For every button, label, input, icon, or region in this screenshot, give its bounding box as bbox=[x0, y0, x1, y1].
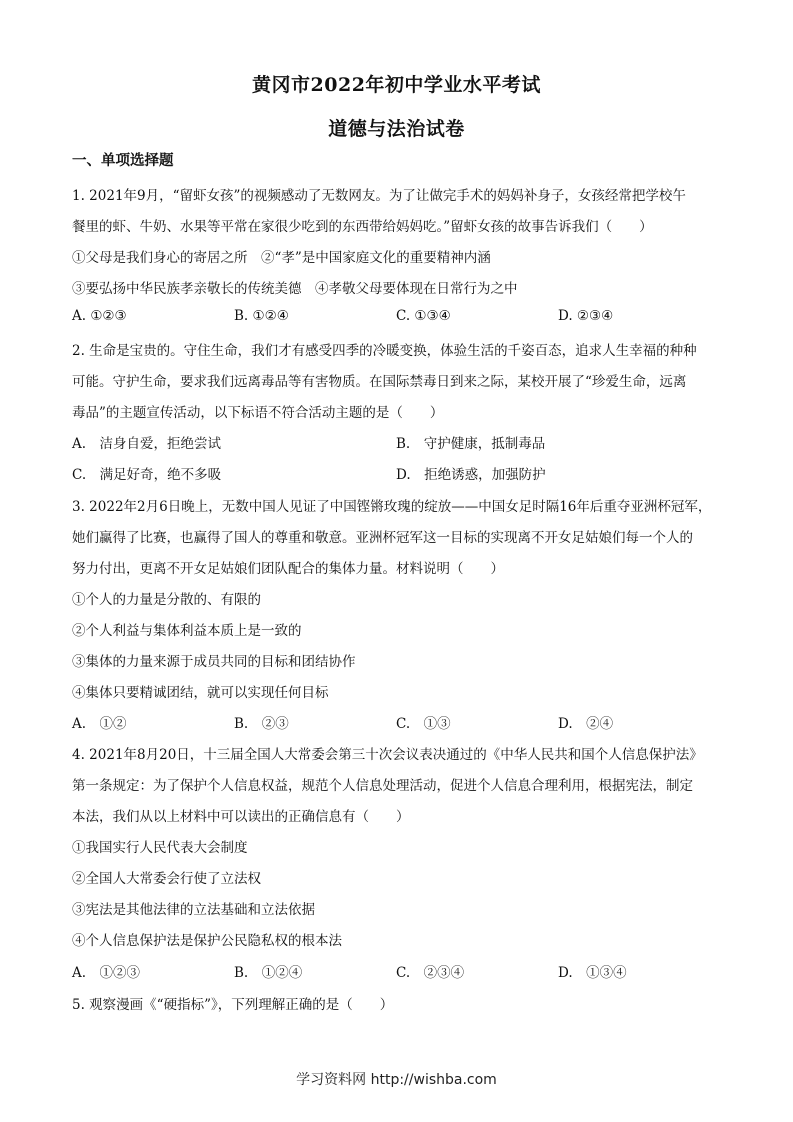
question-3-option-d: D. ②④ bbox=[558, 716, 614, 732]
question-1-line-2: 餐里的虾、牛奶、水果等平常在家很少吃到的东西带给妈妈吃。”留虾女孩的故事告诉我们（ ） bbox=[72, 219, 653, 235]
question-2-line-2: 可能。守护生命，要求我们远离毒品等有害物质。在国际禁毒日到来之际，某校开展了“珍爱生命，远离 bbox=[72, 374, 687, 390]
question-2-line-1: 2. 生命是宝贵的。守住生命，我们才有感受四季的冷暖变换，体验生活的千姿百态，追求人生幸福的种种 bbox=[72, 343, 697, 359]
question-2-option-b: B. 守护健康，抵制毒品 bbox=[396, 436, 546, 452]
question-4-statement-1: ①我国实行人民代表大会制度 bbox=[72, 840, 248, 856]
question-3-statement-4: ④集体只要精诚团结，就可以实现任何目标 bbox=[72, 685, 329, 701]
question-1-option-a: A. ①②③ bbox=[72, 308, 127, 324]
question-2-option-d: D. 拒绝诱惑，加强防护 bbox=[396, 467, 546, 483]
question-3-statement-2: ②个人利益与集体利益本质上是一致的 bbox=[72, 623, 302, 639]
question-4-line-2: 第一条规定：为了保护个人信息权益，规范个人信息处理活动，促进个人信息合理利用，根据宪法，制定 bbox=[72, 778, 693, 794]
section-heading: 一、单项选择题 bbox=[72, 152, 174, 169]
question-4-option-b: B. ①②④ bbox=[234, 965, 303, 981]
question-1-statement-1: ①父母是我们身心的寄居之所 ②“孝”是中国家庭文化的重要精神内涵 bbox=[72, 250, 491, 266]
question-2-line-3: 毒品”的主题宣传活动，以下标语不符合活动主题的是（ ） bbox=[72, 405, 444, 421]
question-4-option-d: D. ①③④ bbox=[558, 965, 627, 981]
question-1-option-c: C. ①③④ bbox=[396, 308, 451, 324]
footer-watermark: 学习资料网 http://wishba.com bbox=[296, 1072, 497, 1088]
question-1-option-b: B. ①②④ bbox=[234, 308, 289, 324]
question-5-line-1: 5. 观察漫画《“硬指标”》，下列理解正确的是（ ） bbox=[72, 997, 394, 1013]
question-1-option-d: D. ②③④ bbox=[558, 308, 614, 324]
question-3-option-c: C. ①③ bbox=[396, 716, 451, 732]
question-3-line-2: 她们赢得了比赛，也赢得了国人的尊重和敬意。亚洲杯冠军这一目标的实现离不开女足姑娘们每一个人的 bbox=[72, 530, 693, 546]
question-1-statement-2: ③要弘扬中华民族孝亲敬长的传统美德 ④孝敬父母要体现在日常行为之中 bbox=[72, 281, 518, 297]
question-3-option-b: B. ②③ bbox=[234, 716, 289, 732]
question-4-line-3: 本法，我们从以上材料中可以读出的正确信息有（ ） bbox=[72, 809, 410, 825]
question-2-option-a: A. 洁身自爱，拒绝尝试 bbox=[72, 436, 222, 452]
question-1-line-1: 1. 2021年9月，“留虾女孩”的视频感动了无数网友。为了让做完手术的妈妈补身子，女孩经常把学校午 bbox=[72, 188, 686, 204]
question-2-option-c: C. 满足好奇，绝不多吸 bbox=[72, 467, 222, 483]
question-3-statement-3: ③集体的力量来源于成员共同的目标和团结协作 bbox=[72, 654, 356, 670]
question-3-statement-1: ①个人的力量是分散的、有限的 bbox=[72, 592, 261, 608]
question-3-line-1: 3. 2022年2月6日晚上，无数中国人见证了中国铿锵玫瑰的绽放——中国女足时隔16年后重夺亚洲杯冠军， bbox=[72, 499, 712, 515]
question-3-line-3: 努力付出，更离不开女足姑娘们团队配合的集体力量。材料说明（ ） bbox=[72, 561, 504, 577]
question-4-option-a: A. ①②③ bbox=[72, 965, 141, 981]
question-4-statement-3: ③宪法是其他法律的立法基础和立法依据 bbox=[72, 902, 315, 918]
exam-subtitle: 道德与法治试卷 bbox=[328, 118, 465, 140]
question-4-option-c: C. ②③④ bbox=[396, 965, 465, 981]
question-4-statement-4: ④个人信息保护法是保护公民隐私权的根本法 bbox=[72, 933, 342, 949]
question-4-statement-2: ②全国人大常委会行使了立法权 bbox=[72, 871, 261, 887]
question-4-line-1: 4. 2021年8月20日，十三届全国人大常委会第三十次会议表决通过的《中华人民共和国个人信息保护法》 bbox=[72, 747, 703, 763]
exam-title: 黄冈市2022年初中学业水平考试 bbox=[252, 74, 541, 96]
question-3-option-a: A. ①② bbox=[72, 716, 127, 732]
